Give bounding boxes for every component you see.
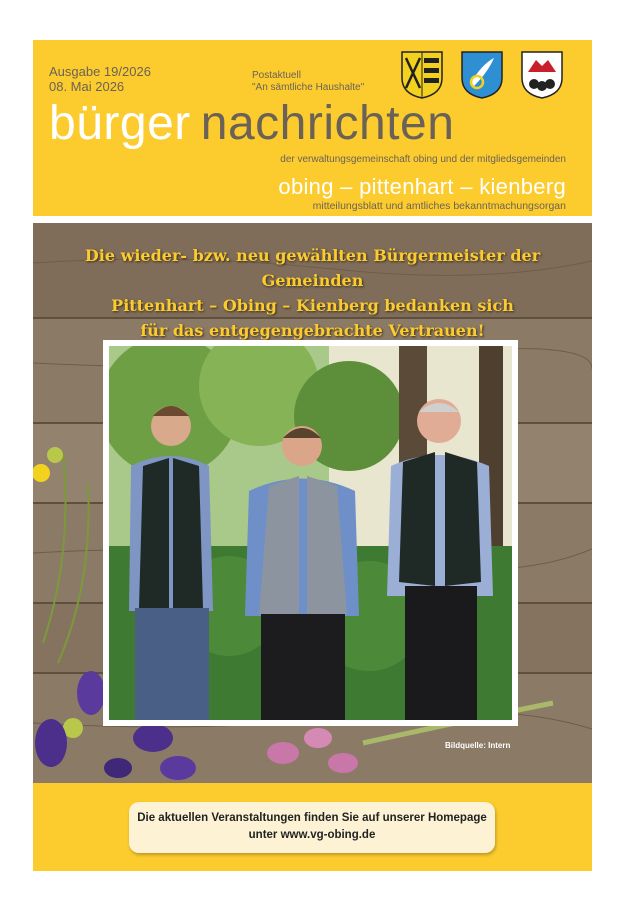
- mayors-photo: [109, 346, 512, 720]
- headline-line-1: Die wieder- bzw. neu gewählten Bürgermeister der Gemeinden: [84, 246, 541, 290]
- photo-frame: [103, 340, 518, 726]
- issue-number: Ausgabe 19/2026: [49, 64, 151, 79]
- headline-line-2: Pittenhart – Obing – Kienberg bedanken sich: [111, 296, 514, 315]
- obing-crest-icon: [400, 50, 444, 100]
- cover-image-area: [33, 223, 592, 783]
- notice-line-2[interactable]: unter www.vg-obing.de: [248, 829, 376, 841]
- pittenhart-crest-icon: [460, 50, 504, 100]
- mailing-line-2: "An sämtliche Haushalte": [252, 82, 365, 93]
- photo-credit: Bildquelle: Intern: [445, 741, 511, 750]
- mailing-note: [252, 70, 364, 94]
- title-part-2: nachrichten: [200, 97, 455, 150]
- municipal-crests: [400, 50, 564, 100]
- mayors-photo-illustration: [109, 346, 512, 720]
- title-part-1: bürger: [49, 97, 191, 150]
- kienberg-crest-icon: [520, 50, 564, 100]
- mailing-line-1: Postaktuell: [252, 70, 301, 81]
- member-municipalities: obing – pittenhart – kienberg: [278, 174, 566, 199]
- publication-title: [49, 97, 455, 150]
- footer-band: [33, 783, 592, 871]
- issue-info: [49, 64, 151, 94]
- publisher-subtitle: der verwaltungsgemeinschaft obing und der mitgliedsgemeinden: [280, 154, 566, 165]
- cover-headline: [33, 243, 592, 343]
- masthead: [33, 40, 592, 216]
- issue-date: 08. Mai 2026: [49, 79, 125, 94]
- notice-line-1: Die aktuellen Veranstaltungen finden Sie auf unserer Homepage: [137, 812, 487, 824]
- homepage-notice: [129, 802, 495, 853]
- headline-line-3: für das entgegengebrachte Vertrauen!: [140, 321, 485, 340]
- publication-type: mitteilungsblatt und amtliches bekanntmachungsorgan: [312, 200, 566, 212]
